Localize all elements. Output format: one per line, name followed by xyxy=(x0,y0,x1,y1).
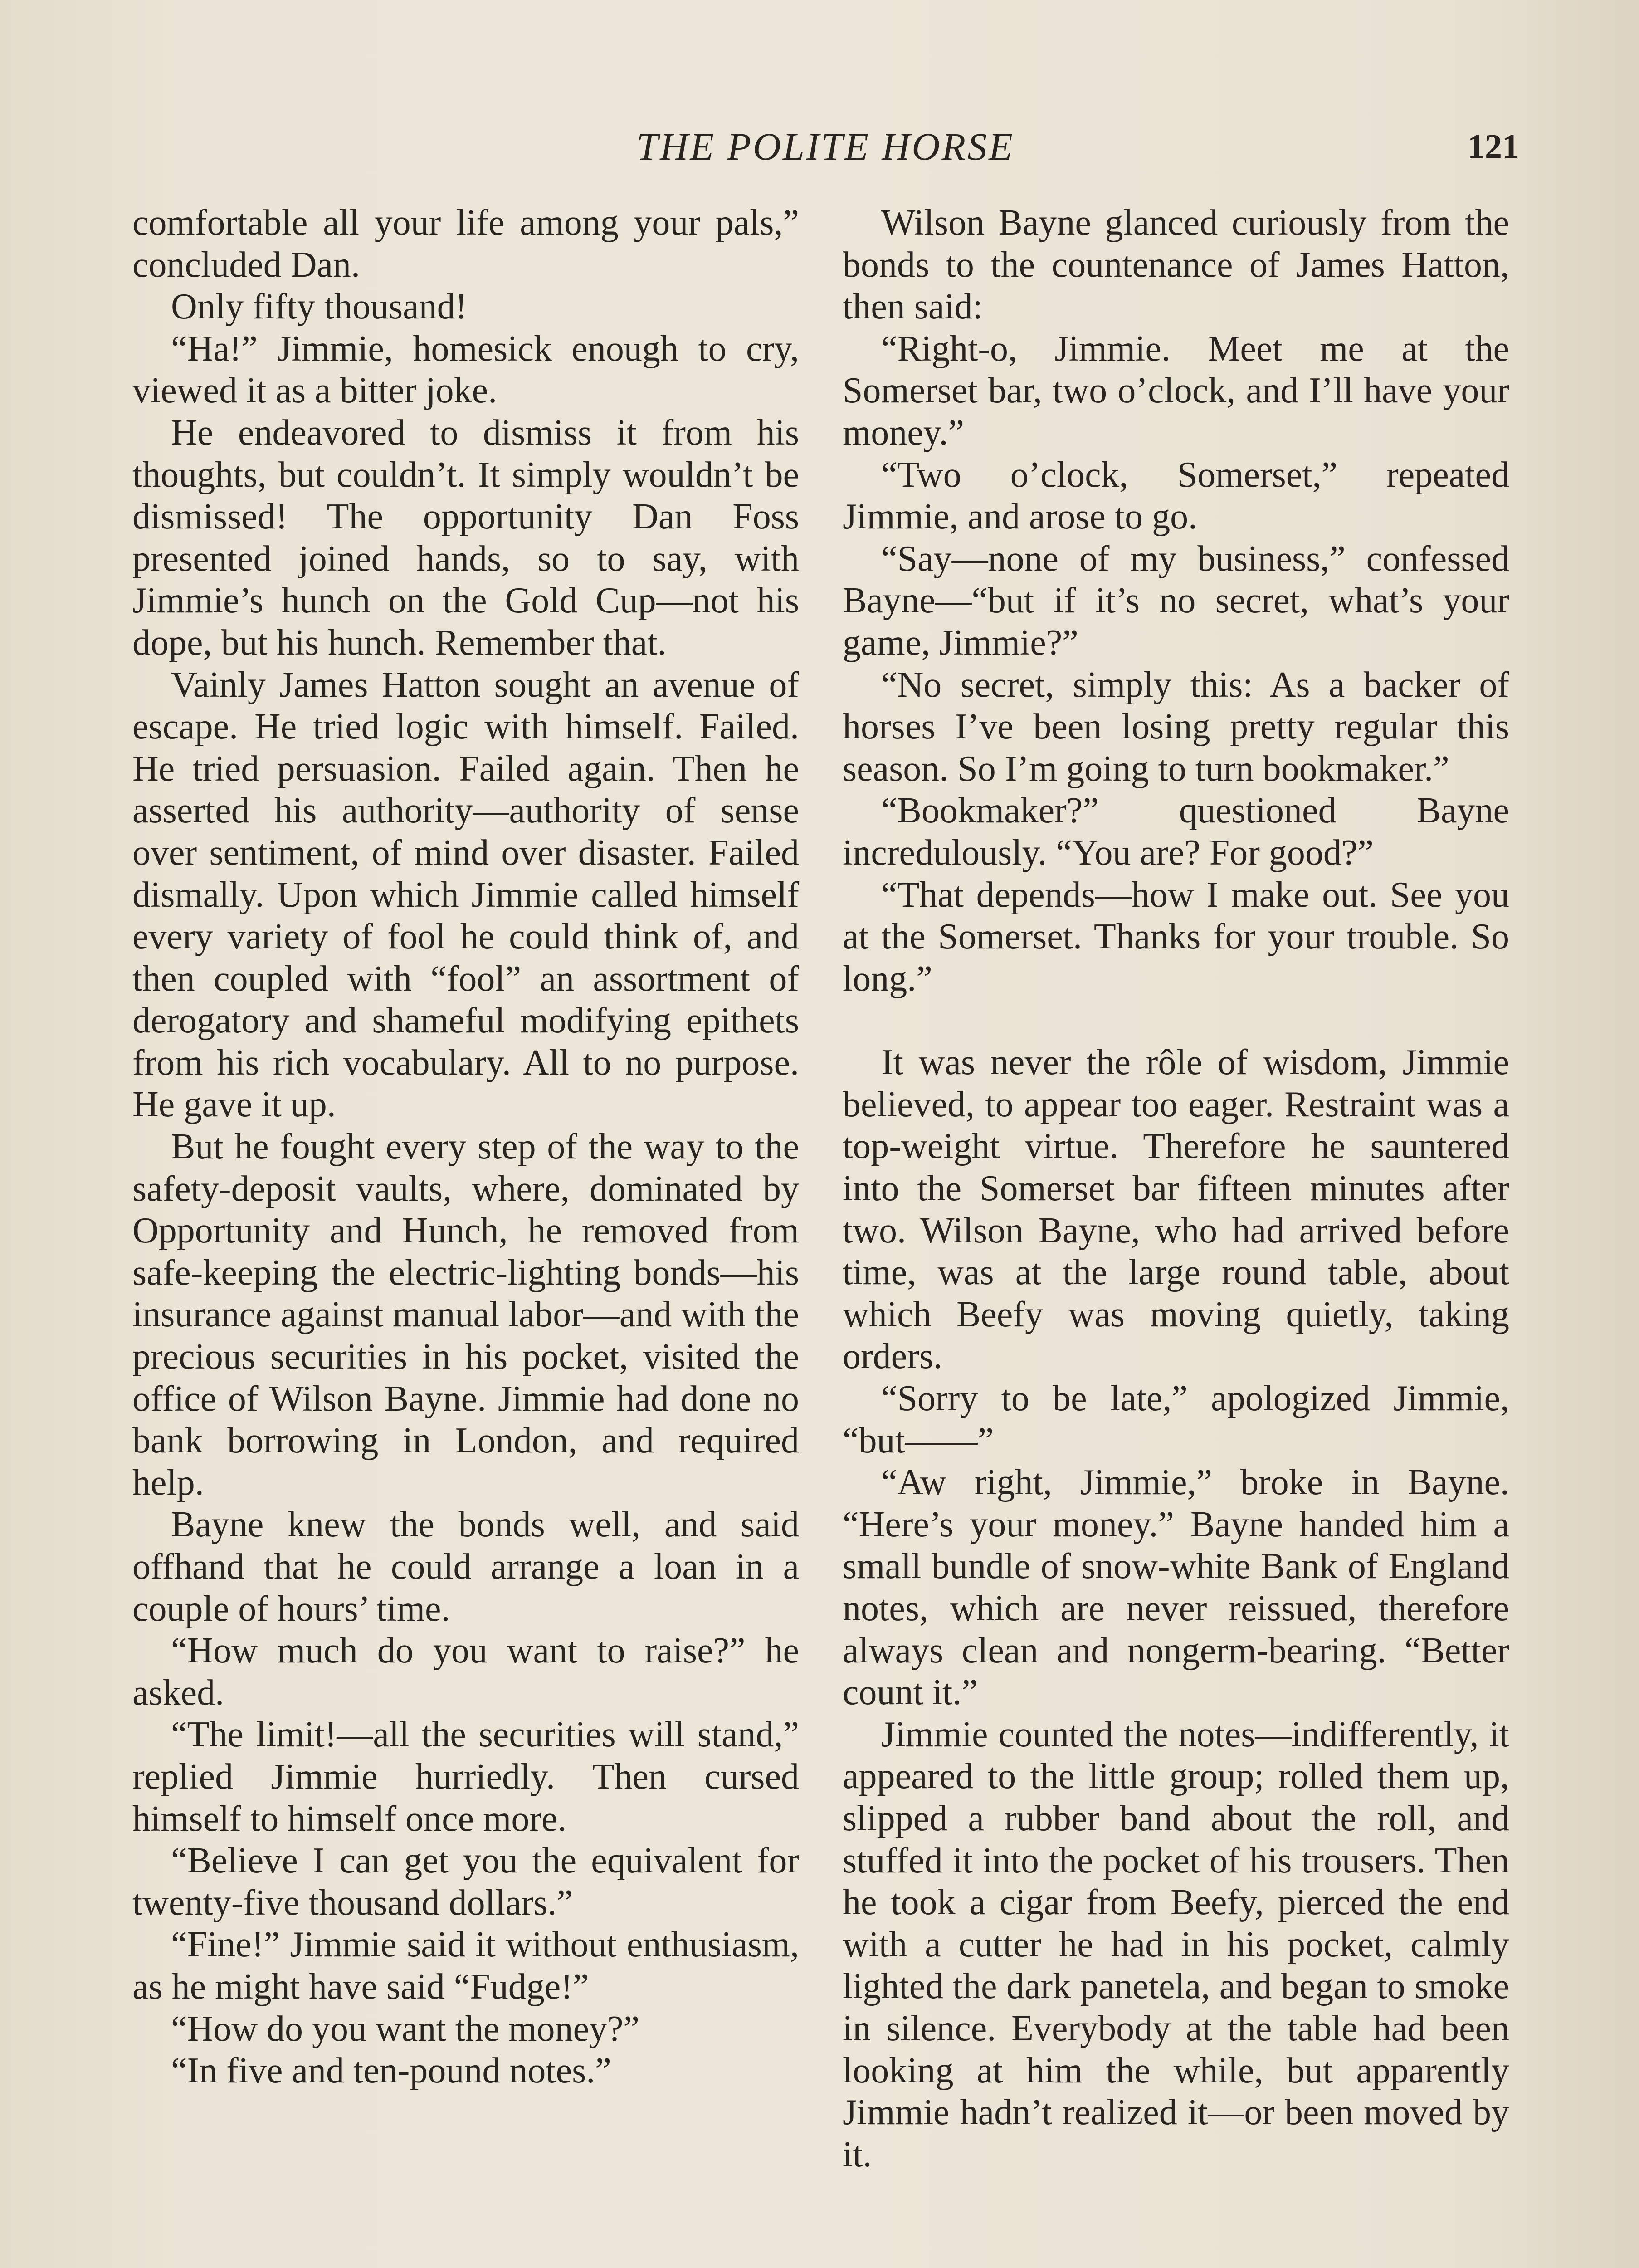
paragraph: “In five and ten-pound notes.” xyxy=(171,2051,611,2091)
paragraph: “Two o’clock, Somerset,” repeated Jimmie, and arose to go. xyxy=(843,455,1509,537)
left-column xyxy=(132,202,799,2092)
paragraph: “Bookmaker?” questioned Bayne incredulously. “You are? For good?” xyxy=(843,791,1509,873)
paragraph: “Right-o, Jimmie. Meet me at the Somerset bar, two o’clock, and I’ll have your money.” xyxy=(843,328,1509,453)
paragraph: Wilson Bayne glanced curiously from the bonds to the countenance of James Hatton, then said: xyxy=(843,203,1509,327)
paragraph: comfortable all your life among your pals,” concluded Dan. xyxy=(132,203,799,285)
paragraph: Only fifty thousand! xyxy=(171,287,468,327)
paragraph: But he fought every step of the way to the safety-deposit vaults, where, dominated by Opportunity and Hunch, he removed from safe-keeping the electric-lighting bonds—his insurance against manual labor—and with the precious securities in his pocket, visited the office of Wilson Bayne. Jimmie had done no bank borrowing in London, and required help. xyxy=(132,1127,799,1503)
paragraph: “Sorry to be late,” apologized Jimmie, “but——” xyxy=(843,1378,1509,1461)
page-number: 121 xyxy=(1468,127,1519,166)
paragraph: “Believe I can get you the equivalent for twenty-five thousand dollars.” xyxy=(132,1841,799,1923)
paragraph: It was never the rôle of wisdom, Jimmie believed, to appear too eager. Restraint was a top-weight virtue. Therefore he sauntered into the Somerset bar fifteen minutes after two. Wilson Bayne, who had arrived before time, was at the large round table, about which Beefy was moving quietly, taking orders. xyxy=(843,1042,1509,1377)
paragraph: Bayne knew the bonds well, and said offhand that he could arrange a loan in a couple of hours’ time. xyxy=(132,1505,799,1629)
paragraph: “How do you want the money?” xyxy=(171,2009,640,2049)
right-column xyxy=(843,202,1509,2175)
paragraph: “No secret, simply this: As a backer of horses I’ve been losing pretty regular this season. So I’m going to turn bookmaker.” xyxy=(843,665,1509,789)
paragraph: “Aw right, Jimmie,” broke in Bayne. “Here’s your money.” Bayne handed him a small bundle of snow-white Bank of England notes, which are never reissued, therefore always clean and nongerm-bearing. “Better count it.” xyxy=(843,1462,1509,1713)
paragraph: “Say—none of my business,” confessed Bayne—“but if it’s no secret, what’s your game, Jimmie?” xyxy=(843,538,1509,663)
paragraph: “Ha!” Jimmie, homesick enough to cry, viewed it as a bitter joke. xyxy=(132,328,799,411)
paragraph: “The limit!—all the securities will stand,” replied Jimmie hurriedly. Then cursed himself to himself once more. xyxy=(132,1715,799,1839)
paragraph: “That depends—how I make out. See you at the Somerset. Thanks for your trouble. So long.” xyxy=(843,875,1509,999)
paragraph: “How much do you want to raise?” he asked. xyxy=(132,1631,799,1713)
paragraph: Jimmie counted the notes—indifferently, it appeared to the little group; rolled them up, slipped a rubber band about the roll, and stuffed it into the pocket of his trousers. Then he took a cigar from Beefy, pierced the end with a cutter he had in his pocket, calmly lighted the dark panetela, and began to smoke in silence. Everybody at the table had been looking at him the while, but apparently Jimmie hadn’t realized it—or been moved by it. xyxy=(843,1714,1509,2175)
page-header xyxy=(132,122,1519,171)
paragraph: He endeavored to dismiss it from his thoughts, but couldn’t. It simply wouldn’t be dismissed! The opportunity Dan Foss presented joined hands, so to say, with Jimmie’s hunch on the Gold Cup—not his dope, but his hunch. Remember that. xyxy=(132,412,799,663)
running-title: THE POLITE HORSE xyxy=(636,125,1015,168)
paragraph: “Fine!” Jimmie said it without enthusiasm, as he might have said “Fudge!” xyxy=(132,1925,799,2007)
paragraph: Vainly James Hatton sought an avenue of escape. He tried logic with himself. Failed. He tried persuasion. Failed again. Then he asserted his authority—authority of sense over sentiment, of mind over disaster. Failed dismally. Upon which Jimmie called himself every variety of fool he could think of, and then coupled with “fool” an assortment of derogatory and shameful modifying epithets from his rich vocabulary. All to no purpose. He gave it up. xyxy=(132,665,799,1125)
